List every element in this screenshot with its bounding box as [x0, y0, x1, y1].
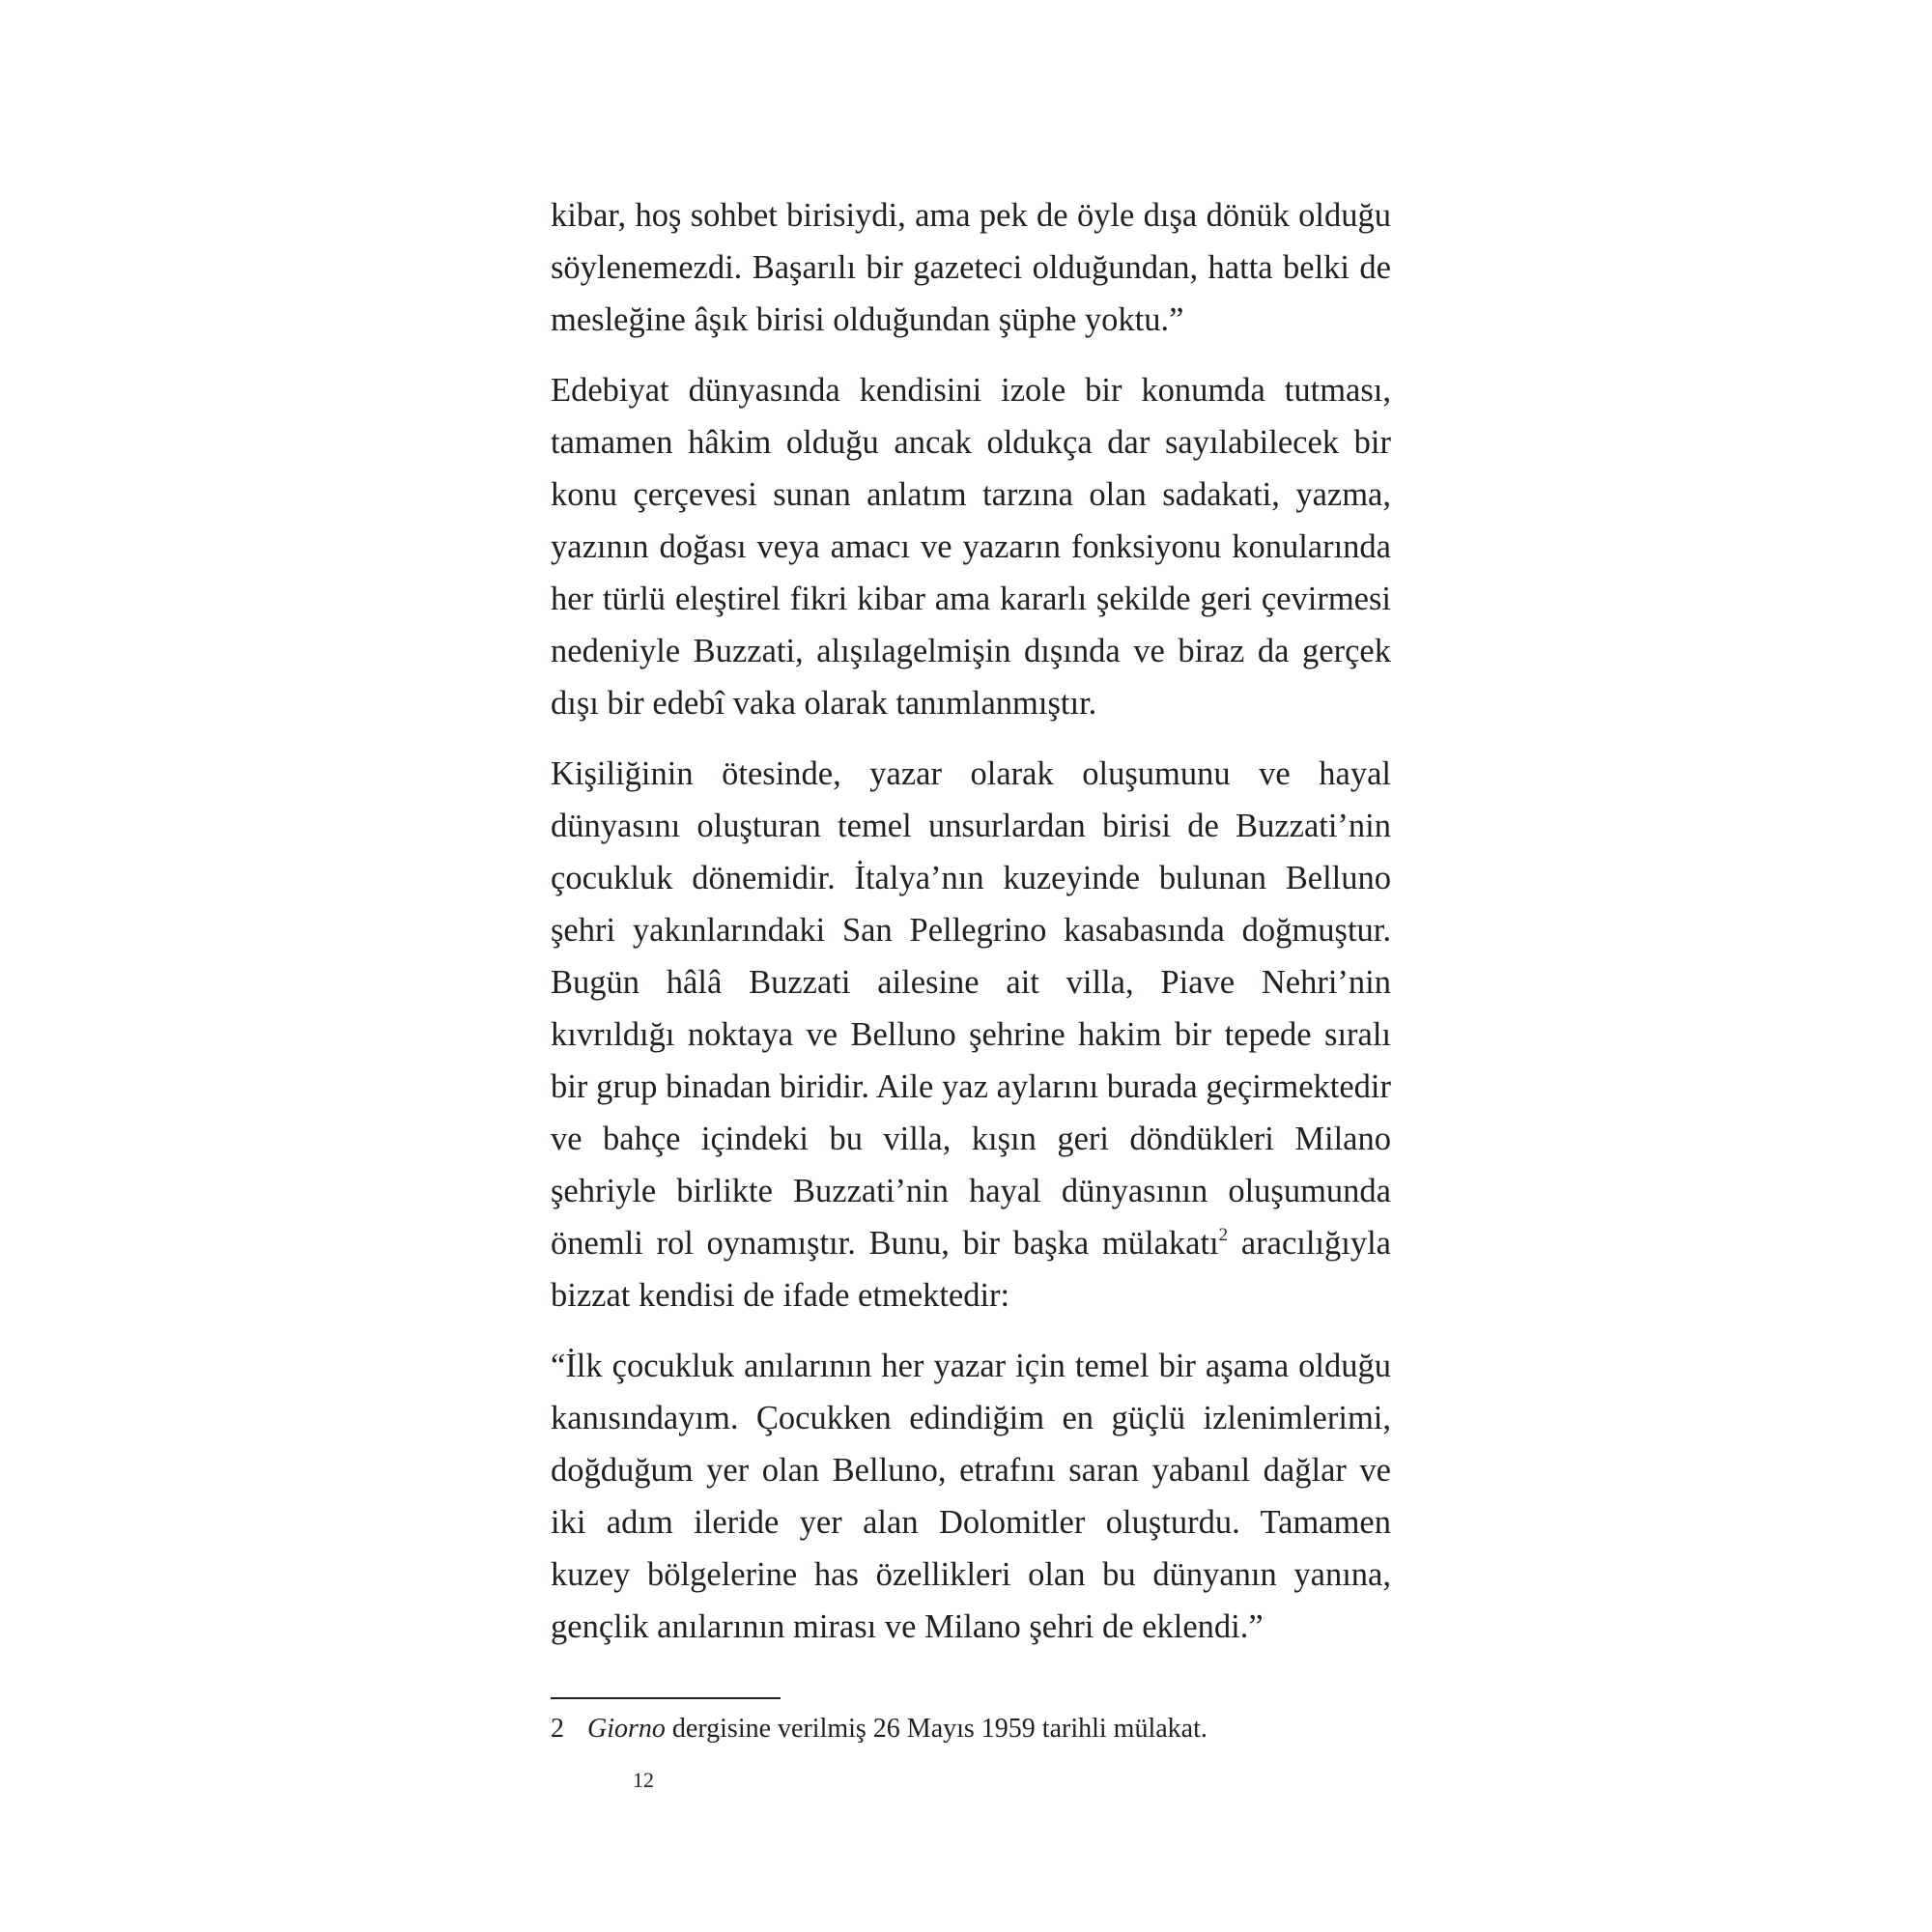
paragraph-2: Edebiyat dünyasında kendisini izole bir konumda tutması, tamamen hâkim olduğu ancak oldukça dar sayılabilecek bir konu çerçevesi sunan anlatım tarzına olan sadakati, yazma, yazının doğası veya amacı ve yazarın fonksiyonu konularında her türlü eleştirel fikri kibar ama kararlı şekilde geri çevirmesi nedeniyle Buzzati, alışılagelmişin dışında ve biraz da gerçek dışı bir edebî vaka olarak tanımlanmıştır. [551, 372, 1391, 722]
paragraph-1: kibar, hoş sohbet birisiydi, ama pek de öyle dışa dönük olduğu söylenemezdi. Başarılı bir gazeteci olduğundan, hatta belki de mesleğine âşık birisi olduğundan şüphe yoktu.” [551, 197, 1391, 338]
paragraph-3-text: Kişiliğinin ötesinde, yazar olarak oluşumunu ve hayal dünyasını oluşturan temel unsurlardan birisi de Buzzati’nin çocukluk dönemidir. İtalya’nın kuzeyinde bulunan Belluno şehri yakınlarındaki San Pellegrino kasabasında doğmuştur. Bugün hâlâ Buzzati ailesine ait villa, Piave Nehri’nin kıvrıldığı noktaya ve Belluno şehrine hakim bir tepede sıralı bir grup binadan biridir. Aile yaz aylarını burada geçirmektedir ve bahçe içindeki bu villa, kışın geri döndükleri Milano şehriyle birlikte Buzzati’nin hayal dünyasının oluşumunda önemli rol oynamıştır. Bunu, bir başka mülakatı [551, 755, 1391, 1262]
footnote-reference[interactable]: 2 [1218, 1225, 1229, 1245]
paragraph-3-text-end: aracılığıyla bizzat kendisi de ifade etmektedir: [551, 1225, 1391, 1314]
body-text [551, 189, 1391, 1653]
page-number: 12 [633, 1768, 654, 1792]
quote-paragraph: “İlk çocukluk anılarının her yazar için temel bir aşama olduğu kanısındayım. Çocukken edindiğim en güçlü izlenimlerimi, doğduğum yer olan Belluno, etrafını saran yabanıl dağlar ve iki adım ileride yer alan Dolomitler oluşturdu. Tamamen kuzey bölgelerine has özellikleri olan bu dünyanın yanına, gençlik anılarının mirası ve Milano şehri de eklendi.” [551, 1348, 1391, 1645]
paragraph-3 [551, 748, 1391, 1321]
footnote-number: 2 [551, 1714, 564, 1744]
footnote-text: dergisine verilmiş 26 Mayıs 1959 tarihli mülakat. [665, 1714, 1208, 1744]
footnote [551, 1710, 1391, 1748]
footnote-divider [551, 1697, 781, 1699]
footnote-italic-title: Giorno [587, 1714, 666, 1744]
